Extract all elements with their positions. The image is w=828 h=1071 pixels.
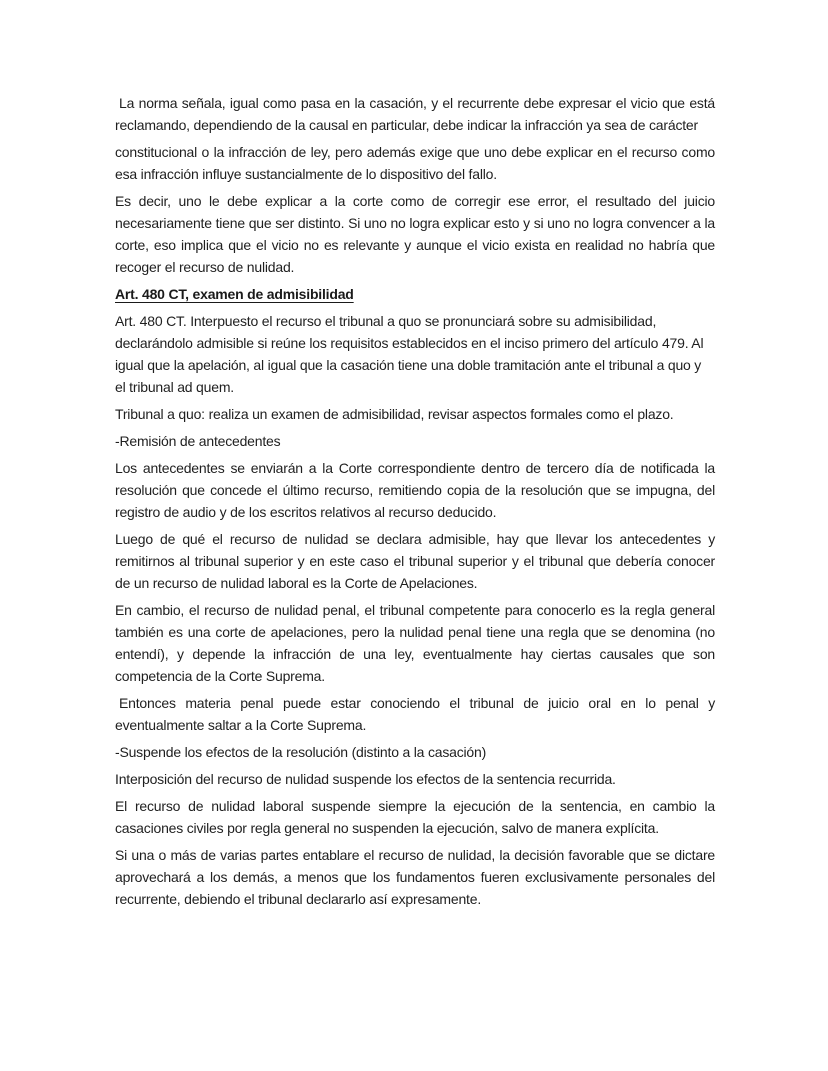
- paragraph: La norma señala, igual como pasa en la casación, y el recurrente debe expresar el vicio que está reclamando, dependiendo de la causal en particular, debe indicar la infracción ya sea de carácter: [115, 95, 715, 133]
- paragraph: Es decir, uno le debe explicar a la corte como de corregir ese error, el resultado del juicio necesariamente tiene que ser distinto. Si uno no logra explicar esto y si uno no logra convencer a la corte, eso implica que el vicio no es relevante y aunque el vicio exista en realidad no habría que recoger el recurso de nulidad.: [115, 193, 715, 275]
- section-heading: Art. 480 CT, examen de admisibilidad: [115, 286, 354, 302]
- dash-list-item: -Suspende los efectos de la resolución (distinto a la casación): [115, 744, 487, 760]
- dash-list-item: -Remisión de antecedentes: [115, 433, 281, 449]
- paragraph: Los antecedentes se enviarán a la Corte correspondiente dentro de tercero día de notificada la resolución que concede el último recurso, remitiendo copia de la resolución que se impugna, del registro de audio y de los escritos relativos al recurso deducido.: [115, 460, 715, 520]
- paragraph: Interposición del recurso de nulidad suspende los efectos de la sentencia recurrida.: [115, 771, 616, 787]
- paragraph: Art. 480 CT. Interpuesto el recurso el tribunal a quo se pronunciará sobre su admisibilidad, declarándolo admisible si reúne los requisitos establecidos en el inciso primero del artículo 479. Al igual que la apelación, al igual que la casación tiene una doble tramitación ante el tribunal a quo y el tribunal ad quem.: [115, 313, 704, 395]
- paragraph: Luego de qué el recurso de nulidad se declara admisible, hay que llevar los antecedentes y remitirnos al tribunal superior y en este caso el tribunal superior y el tribunal que debería conocer de un recurso de nulidad laboral es la Corte de Apelaciones.: [115, 531, 715, 591]
- paragraph: Si una o más de varias partes entablare el recurso de nulidad, la decisión favorable que se dictare aprovechará a los demás, a menos que los fundamentos fueren exclusivamente personales del recurrente, debiendo el tribunal declararlo así expresamente.: [115, 847, 715, 907]
- paragraph: El recurso de nulidad laboral suspende siempre la ejecución de la sentencia, en cambio la casaciones civiles por regla general no suspenden la ejecución, salvo de manera explícita.: [115, 798, 715, 836]
- paragraph: En cambio, el recurso de nulidad penal, el tribunal competente para conocerlo es la regla general también es una corte de apelaciones, pero la nulidad penal tiene una regla que se denomina (no entendí), y depende la infracción de una ley, eventualmente hay ciertas causales que son competencia de la Corte Suprema.: [115, 602, 715, 684]
- paragraph: constitucional o la infracción de ley, pero además exige que uno debe explicar en el recurso como esa infracción influye sustancialmente de lo dispositivo del fallo.: [115, 144, 715, 182]
- paragraph: Entonces materia penal puede estar conociendo el tribunal de juicio oral en lo penal y eventualmente saltar a la Corte Suprema.: [115, 695, 715, 733]
- paragraph: Tribunal a quo: realiza un examen de admisibilidad, revisar aspectos formales como el plazo.: [115, 406, 674, 422]
- document-body-text: [115, 92, 715, 915]
